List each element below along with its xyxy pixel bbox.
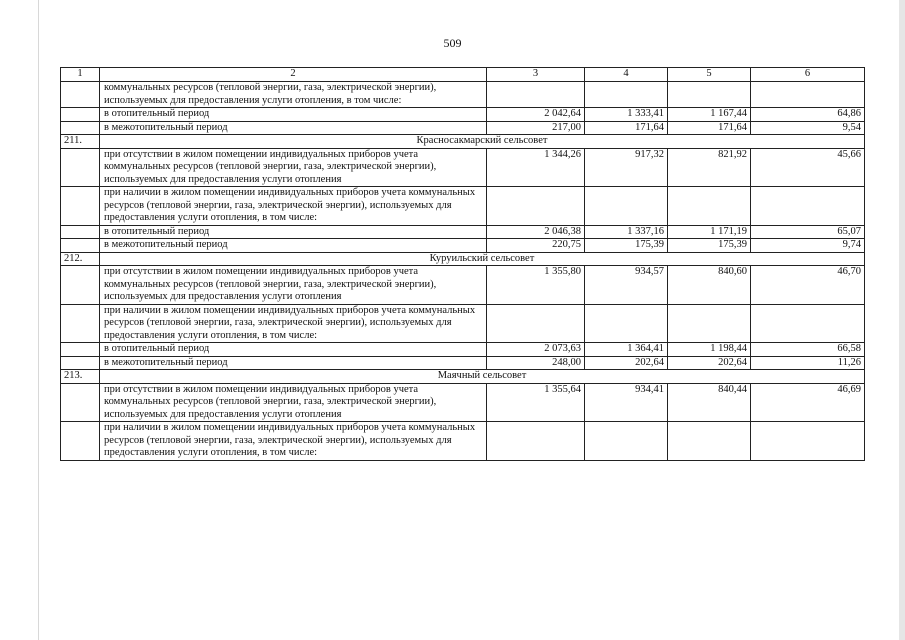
value-cell: 1 344,26 <box>487 148 585 187</box>
value-cell: 917,32 <box>585 148 668 187</box>
section-number: 211. <box>61 135 100 149</box>
column-header: 6 <box>751 68 865 82</box>
value-cell: 175,39 <box>668 239 751 253</box>
column-header: 1 <box>61 68 100 82</box>
description-cell: в межотопительный период <box>100 121 487 135</box>
value-cell <box>751 304 865 343</box>
description-cell: коммунальных ресурсов (тепловой энергии, газа, электрической энергии), используемых для предоставления услуги отопления, в том числе: <box>100 82 487 108</box>
value-cell: 65,07 <box>751 225 865 239</box>
value-cell <box>585 304 668 343</box>
value-cell: 1 337,16 <box>585 225 668 239</box>
value-cell: 175,39 <box>585 239 668 253</box>
row-number-cell <box>61 187 100 226</box>
table-row <box>61 266 865 305</box>
row-number-cell <box>61 148 100 187</box>
row-number-cell <box>61 121 100 135</box>
description-cell: при отсутствии в жилом помещении индивидуальных приборов учета коммунальных ресурсов (тепловой энергии, газа, электрической энергии), используемых для предоставления услуги отопления <box>100 148 487 187</box>
value-cell <box>585 82 668 108</box>
value-cell: 45,66 <box>751 148 865 187</box>
column-header: 4 <box>585 68 668 82</box>
row-number-cell <box>61 422 100 461</box>
value-cell: 66,58 <box>751 343 865 357</box>
row-number-cell <box>61 239 100 253</box>
table-header-row <box>61 68 865 82</box>
value-cell <box>585 422 668 461</box>
value-cell <box>487 187 585 226</box>
row-number-cell <box>61 343 100 357</box>
scan-fold-line <box>38 0 39 640</box>
value-cell: 821,92 <box>668 148 751 187</box>
value-cell: 1 198,44 <box>668 343 751 357</box>
value-cell: 1 364,41 <box>585 343 668 357</box>
column-header: 3 <box>487 68 585 82</box>
value-cell <box>668 82 751 108</box>
table-row <box>61 239 865 253</box>
value-cell: 9,54 <box>751 121 865 135</box>
value-cell: 840,60 <box>668 266 751 305</box>
column-header: 2 <box>100 68 487 82</box>
value-cell: 2 046,38 <box>487 225 585 239</box>
value-cell: 202,64 <box>668 356 751 370</box>
value-cell: 248,00 <box>487 356 585 370</box>
value-cell <box>487 422 585 461</box>
value-cell <box>751 187 865 226</box>
value-cell <box>487 82 585 108</box>
section-row <box>61 135 865 149</box>
section-title: Красносакмарский сельсовет <box>100 135 865 149</box>
page-number: 509 <box>443 36 462 50</box>
table-row <box>61 343 865 357</box>
table-row <box>61 422 865 461</box>
table-row <box>61 148 865 187</box>
value-cell <box>751 422 865 461</box>
description-cell: в отопительный период <box>100 225 487 239</box>
value-cell: 2 073,63 <box>487 343 585 357</box>
description-cell: при наличии в жилом помещении индивидуальных приборов учета коммунальных ресурсов (тепловой энергии, газа, электрической энергии), используемых для предоставления услуги отопления, в том числе: <box>100 304 487 343</box>
value-cell: 1 167,44 <box>668 108 751 122</box>
table-row <box>61 108 865 122</box>
section-row <box>61 370 865 384</box>
value-cell: 9,74 <box>751 239 865 253</box>
row-number-cell <box>61 383 100 422</box>
row-number-cell <box>61 225 100 239</box>
row-number-cell <box>61 304 100 343</box>
value-cell: 2 042,64 <box>487 108 585 122</box>
value-cell <box>487 304 585 343</box>
description-cell: в отопительный период <box>100 108 487 122</box>
table-row <box>61 121 865 135</box>
value-cell <box>668 187 751 226</box>
value-cell: 11,26 <box>751 356 865 370</box>
value-cell: 217,00 <box>487 121 585 135</box>
value-cell: 46,70 <box>751 266 865 305</box>
value-cell: 934,41 <box>585 383 668 422</box>
row-number-cell <box>61 108 100 122</box>
value-cell: 202,64 <box>585 356 668 370</box>
table-row <box>61 356 865 370</box>
value-cell <box>668 422 751 461</box>
value-cell: 1 171,19 <box>668 225 751 239</box>
tariff-table <box>60 67 865 461</box>
table-row <box>61 82 865 108</box>
description-cell: при отсутствии в жилом помещении индивидуальных приборов учета коммунальных ресурсов (тепловой энергии, газа, электрической энергии), используемых для предоставления услуги отопления <box>100 383 487 422</box>
value-cell <box>751 82 865 108</box>
row-number-cell <box>61 82 100 108</box>
value-cell: 934,57 <box>585 266 668 305</box>
description-cell: в межотопительный период <box>100 239 487 253</box>
column-header: 5 <box>668 68 751 82</box>
row-number-cell <box>61 266 100 305</box>
value-cell: 840,44 <box>668 383 751 422</box>
value-cell: 171,64 <box>585 121 668 135</box>
value-cell: 1 355,80 <box>487 266 585 305</box>
value-cell: 1 333,41 <box>585 108 668 122</box>
value-cell: 46,69 <box>751 383 865 422</box>
section-number: 213. <box>61 370 100 384</box>
table-body <box>61 68 865 461</box>
value-cell: 64,86 <box>751 108 865 122</box>
description-cell: при наличии в жилом помещении индивидуальных приборов учета коммунальных ресурсов (тепловой энергии, газа, электрической энергии), используемых для предоставления услуги отопления, в том числе: <box>100 422 487 461</box>
table-row <box>61 187 865 226</box>
table-row <box>61 225 865 239</box>
table-row <box>61 304 865 343</box>
scan-edge-shade <box>899 0 905 640</box>
section-title: Маячный сельсовет <box>100 370 865 384</box>
value-cell <box>585 187 668 226</box>
table-row <box>61 383 865 422</box>
value-cell: 1 355,64 <box>487 383 585 422</box>
section-title: Куруильский сельсовет <box>100 252 865 266</box>
value-cell: 220,75 <box>487 239 585 253</box>
description-cell: в межотопительный период <box>100 356 487 370</box>
section-row <box>61 252 865 266</box>
description-cell: при отсутствии в жилом помещении индивидуальных приборов учета коммунальных ресурсов (тепловой энергии, газа, электрической энергии), используемых для предоставления услуги отопления <box>100 266 487 305</box>
value-cell <box>668 304 751 343</box>
section-number: 212. <box>61 252 100 266</box>
description-cell: в отопительный период <box>100 343 487 357</box>
description-cell: при наличии в жилом помещении индивидуальных приборов учета коммунальных ресурсов (тепловой энергии, газа, электрической энергии), используемых для предоставления услуги отопления, в том числе: <box>100 187 487 226</box>
row-number-cell <box>61 356 100 370</box>
value-cell: 171,64 <box>668 121 751 135</box>
